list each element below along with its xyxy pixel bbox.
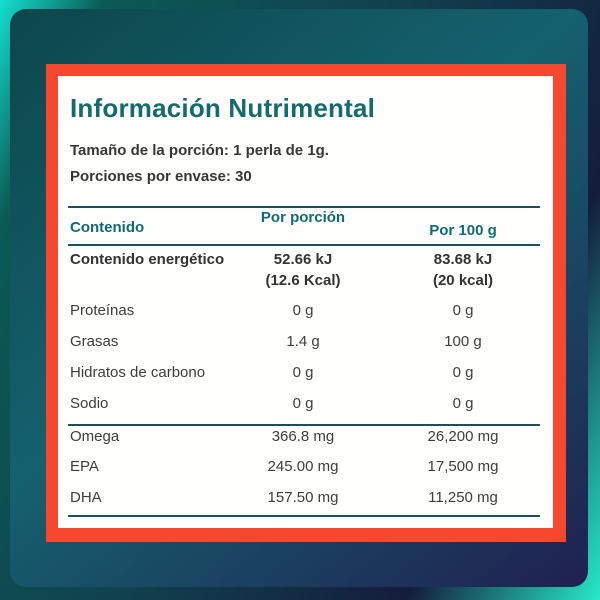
row-per-serving: 52.66 kJ <box>273 251 333 268</box>
label-title: Información Nutrimental <box>70 93 376 123</box>
table-rule-omega <box>68 424 540 426</box>
row-per-100g-kcal: (20 kcal) <box>432 272 494 289</box>
row-name: Hidratos de carbono <box>70 364 206 381</box>
row-per-100g: 83.68 kJ <box>433 251 493 268</box>
row-per-serving-kcal: (12.6 Kcal) <box>265 272 341 289</box>
row-per-100g: 11,250 mg <box>428 489 498 506</box>
row-name: Contenido energético <box>70 251 225 268</box>
row-per-serving: 0 g <box>292 302 314 319</box>
row-name: Grasas <box>70 333 119 350</box>
row-name: DHA <box>70 489 102 506</box>
row-per-100g: 0 g <box>452 302 474 319</box>
row-name: EPA <box>70 458 99 475</box>
table-rule-header <box>68 244 540 246</box>
row-per-100g: 0 g <box>452 395 474 412</box>
table-rule-bottom <box>68 515 540 517</box>
serving-size-text: Tamaño de la porción: 1 perla de 1g. <box>70 142 329 159</box>
column-header-content: Contenido <box>70 219 145 236</box>
row-per-100g: 100 g <box>444 333 482 350</box>
row-per-serving: 1.4 g <box>286 333 320 350</box>
row-name: Proteínas <box>70 302 135 319</box>
row-per-serving: 245.00 mg <box>267 458 339 475</box>
table-rule-top <box>68 206 540 208</box>
servings-per-container-text: Porciones por envase: 30 <box>70 168 252 185</box>
row-name: Sodio <box>70 395 109 412</box>
row-per-100g: 26,200 mg <box>427 428 499 445</box>
row-per-serving: 366.8 mg <box>271 428 335 445</box>
row-per-serving: 157.50 mg <box>267 489 339 506</box>
row-name: Omega <box>70 428 120 445</box>
column-header-per-100g: Por 100 g <box>429 222 497 239</box>
row-per-100g: 0 g <box>452 364 474 381</box>
nutrition-label-card-inner <box>58 76 553 528</box>
row-per-100g: 17,500 mg <box>427 458 499 475</box>
column-header-per-serving: Por porción <box>260 209 346 226</box>
row-per-serving: 0 g <box>292 364 314 381</box>
row-per-serving: 0 g <box>292 395 314 412</box>
nutrition-label-card <box>46 64 566 542</box>
